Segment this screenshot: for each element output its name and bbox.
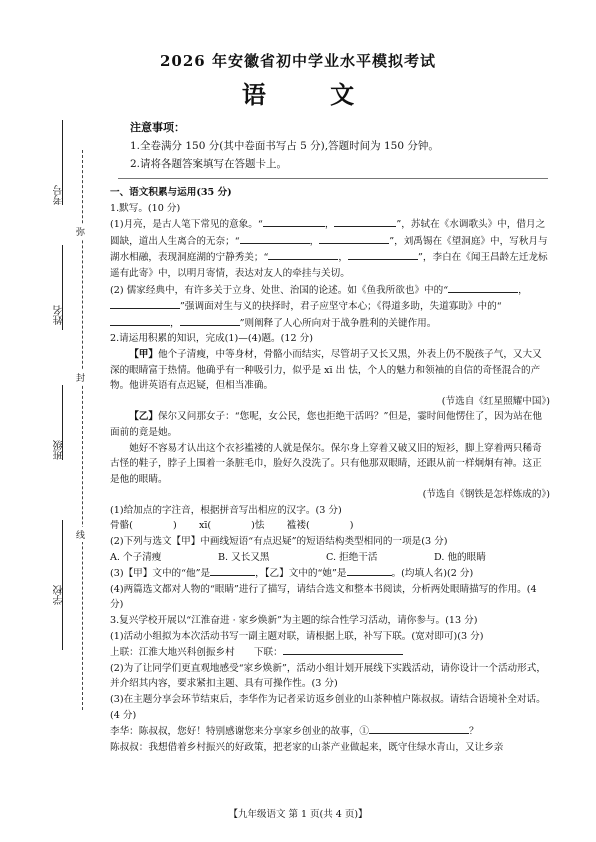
- answer-blank[interactable]: [334, 216, 396, 227]
- answer-blank[interactable]: [240, 233, 310, 244]
- q2-2: (2)下列与选文【甲】中画线短语“有点迟疑”的短语结构类型相同的一项是(3 分): [110, 536, 448, 548]
- q2-1-words: 骨骼( ) xī( )怯 褴褛( ): [110, 520, 354, 532]
- q3-3: (3)在主题分享会环节结束后，李华作为记者采访返乡创业的山茶种植户陈叔叔。请结合语境补全对话。(4 分): [110, 694, 546, 721]
- notice-item-1: 1.全卷满分 150 分(其中卷面书写占 5 分),答题时间为 150 分钟。: [130, 140, 439, 152]
- page-footer: 【九年级语文 第 1 页(共 4 页)】: [228, 809, 368, 820]
- option-a[interactable]: A. 个子清瘦: [110, 551, 162, 563]
- seal-mark-2: 封: [76, 370, 85, 385]
- seal-mark-1: 弥: [76, 224, 85, 239]
- answer-blank[interactable]: [133, 518, 173, 528]
- passage-yi-source: (节选自《钢铁是怎样炼成的》): [422, 489, 550, 501]
- answer-blank[interactable]: [211, 518, 251, 528]
- q2-2-options: [110, 550, 550, 566]
- school-label: 学校: [54, 585, 65, 605]
- answer-blank[interactable]: [268, 249, 338, 260]
- answer-blank[interactable]: [110, 298, 180, 309]
- q2-heading: 2.请运用积累的知识，完成(1)—(4)题。(12 分): [110, 333, 313, 345]
- section-heading: 一、语文积累与运用(35 分): [110, 187, 232, 198]
- q2-4: (4)两篇选文都对人物的“眼睛”进行了描写，请结合选文和整本书阅读，分析两处眼睛描写的作用。(4 分): [110, 583, 537, 611]
- q3-1: (1)活动小组拟为本次活动书写一副主题对联，请根据上联，补写下联。(宽对即可)(3 分): [110, 630, 484, 642]
- answer-blank[interactable]: [180, 315, 240, 326]
- answer-blank[interactable]: [448, 282, 518, 293]
- answer-blank[interactable]: [348, 249, 418, 260]
- q3-3-li: 李华：陈叔叔，您好！特别感谢您来分享家乡创业的故事，① ？: [110, 723, 550, 740]
- q1-heading: 1.默写。(10 分): [110, 202, 181, 214]
- q3-1-couplet: 上联：江淮大地兴科创振乡村 下联：: [110, 644, 550, 661]
- answer-blank[interactable]: [369, 723, 469, 734]
- passage-yi-1: 【乙】保尔又问那女子：“您呢，女公民，您也拒绝干活吗？”但是，霎时间他愣住了，因为站在他面前的竟是她。: [110, 411, 542, 438]
- q3-heading: 3.复兴学校开展以“江淮奋进 · 家乡焕新”为主题的综合性学习活动，请你参与。(13 分): [110, 615, 478, 627]
- section-1: [110, 185, 550, 755]
- passage-jia-source: (节选自《红星照耀中国》): [441, 395, 550, 407]
- divider: [118, 178, 548, 179]
- q3-2: (2)为了让同学们更直观地感受“家乡焕新”，活动小组计划开展线下实践活动，请你设计一个活动形式，并介绍其内容，要求紧扣主题、具有可操作性。(3 分): [110, 662, 546, 690]
- q3-3-chen: 陈叔叔：我想借着乡村振兴的好政策，把老家的山茶产业做起来，既守住绿水青山，又让乡亲: [110, 741, 504, 753]
- notice-block: [130, 119, 550, 173]
- answer-blank[interactable]: [319, 233, 389, 244]
- exam-no-label: 考号: [54, 185, 65, 205]
- notice-item-2: 2.请将各题答案填写在答题卡上。: [130, 158, 288, 170]
- passage-yi-2: 她好不容易才认出这个衣衫褴褛的人就是保尔。保尔身上穿着又破又旧的短衫，脚上穿着两只稀奇古怪的鞋子，脖子上围着一条脏毛巾，脸好久没洗了。只有他那双眼睛，还跟从前一样炯炯有神。这正是他的眼睛。: [110, 442, 542, 485]
- q1-part2: (2) 儒家经典中，有许多关于立身、处世、治国的论述。如《鱼我所欲也》中的“ ，”强调面对生与义的抉择时，君子应坚守本心；《得道多助，失道寡助》中的“， ”则阐释了人心所向对于战争胜利的关键作用。: [110, 282, 550, 332]
- exam-title: 2026 年安徽省初中学业水平模拟考试: [160, 52, 436, 70]
- answer-blank[interactable]: [310, 518, 350, 528]
- option-d[interactable]: D. 他的眼睛: [434, 551, 486, 563]
- answer-blank[interactable]: [263, 216, 325, 227]
- answer-blank[interactable]: [283, 644, 403, 655]
- answer-blank[interactable]: [347, 565, 392, 576]
- name-label: 姓名: [54, 305, 65, 325]
- option-b[interactable]: B. 又长又黑: [218, 551, 270, 563]
- q2-1: (1)给加点的字注音，根据拼音写出相应的汉字。(3 分): [110, 504, 342, 516]
- passage-jia: 【甲】他个子清瘦，中等身材，骨骼小而结实，尽管胡子又长又黑，外表上仍不脱孩子气，又大又深的眼睛富于热情。他确乎有一种吸引力，似乎是 xī 出 怯，个人的魅力和领袖的自信的奇怪混合的产物。他讲英语有点迟疑，但相当准确。: [110, 348, 542, 392]
- answer-blank[interactable]: [210, 565, 255, 576]
- notice-heading: 注意事项：: [130, 121, 185, 134]
- q2-3: (3)【甲】文中的“他”是 ，【乙】文中的“她”是 。(均填人名)(2 分): [110, 565, 550, 582]
- subject-title: 语 文: [241, 80, 383, 109]
- class-label: 班级: [54, 440, 65, 460]
- answer-blank[interactable]: [110, 315, 170, 326]
- q1-part1: (1)月亮，是古人笔下常见的意象。“ ， ”，苏轼在《水调歌头》中，借月之圆缺，道出人生离合的无奈；“ ， ”，刘禹锡在《望洞庭》中，写秋月与湖水相融，表现洞庭湖的宁静秀美；“ ， ”，李白在《闻王昌龄左迁龙标遥有此寄》中，以明月寄情，表达对友人的牵挂与关切。: [110, 216, 550, 281]
- option-c[interactable]: C. 拒绝干活: [326, 551, 378, 563]
- seal-mark-3: 线: [76, 527, 85, 542]
